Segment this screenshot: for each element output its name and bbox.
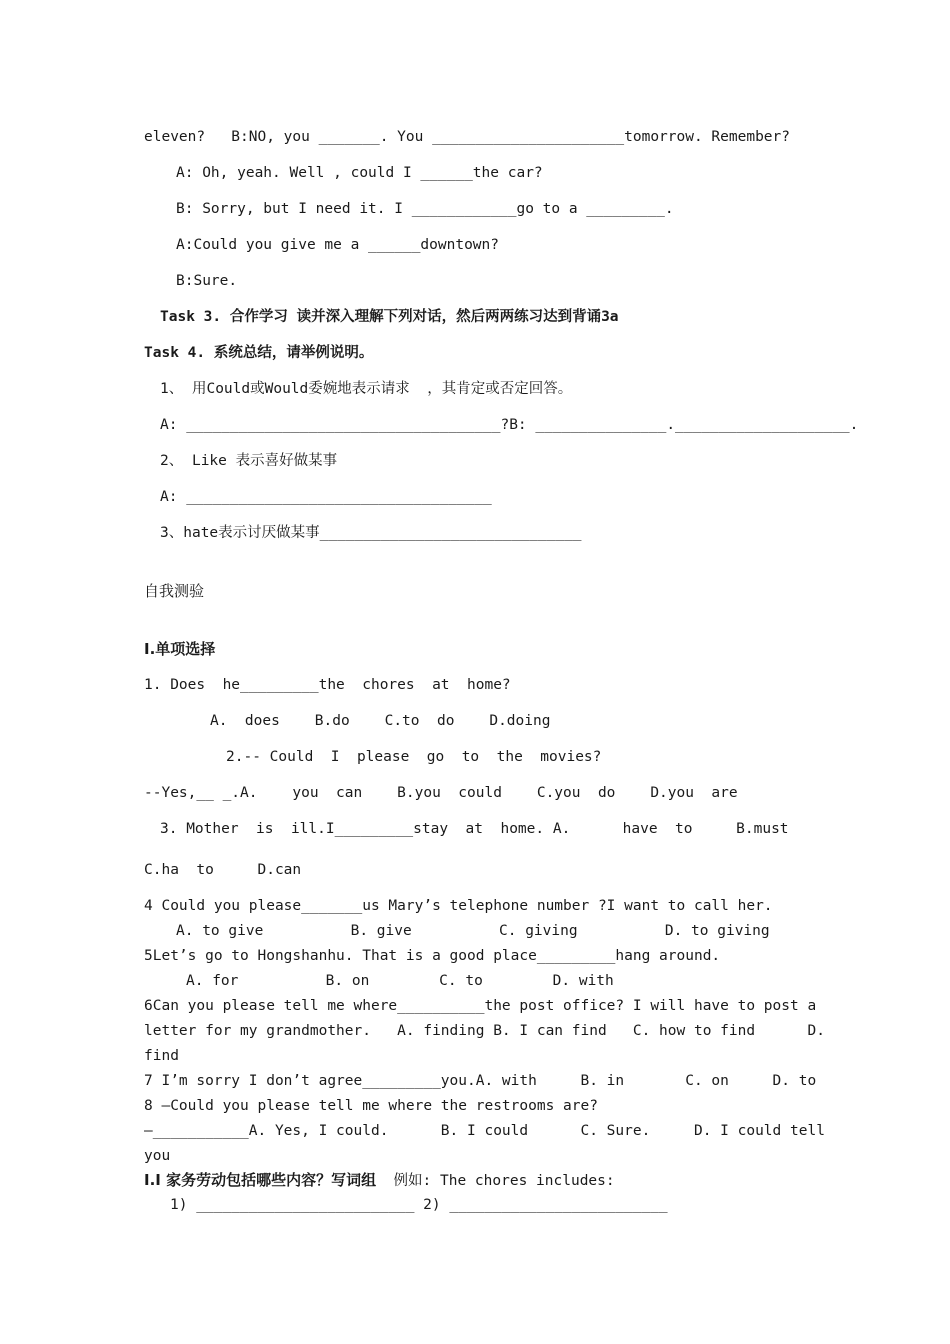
question-6-line-2: letter for my grandmother. A. finding B. I can find C. how to find D.: [144, 1023, 825, 1039]
dialogue-line-2: A: Oh, yeah. Well , could I ______the car?: [176, 165, 543, 181]
task-4-item-2: 2、 Like 表示喜好做某事: [160, 453, 338, 469]
question-8-line-2: —___________A. Yes, I could. B. I could C. Sure. D. I could tell: [144, 1123, 825, 1139]
question-6-line-3: find: [144, 1048, 179, 1064]
question-4: 4 Could you please_______us Mary’s telephone number ?I want to call her.: [144, 898, 773, 914]
section-single-choice: I.单项选择: [144, 640, 216, 658]
section-chores-hint: 例如: The chores includes:: [376, 1173, 615, 1189]
question-4-options: A. to give B. give C. giving D. to giving: [176, 923, 770, 939]
question-3: 3. Mother is ill.I_________stay at home. A. have to B.must: [160, 821, 789, 837]
section-chores-blanks: 1) _________________________ 2) _________________________: [170, 1197, 668, 1213]
question-5: 5Let’s go to Hongshanhu. That is a good place_________hang around.: [144, 948, 721, 964]
self-test-title: 自我测验: [144, 582, 205, 600]
question-2-options: --Yes,__ _.A. you can B.you could C.you do D.you are: [144, 785, 738, 801]
dialogue-line-5: B:Sure.: [176, 273, 238, 289]
task-4-item-1-answer: A: ____________________________________?B: _______________.____________________.: [160, 417, 859, 433]
question-1-options: A. does B.do C.to do D.doing: [210, 713, 551, 729]
question-1: 1. Does he_________the chores at home?: [144, 677, 511, 693]
task-3-heading: Task 3. 合作学习 读并深入理解下列对话，然后两两练习达到背诵3a: [160, 309, 619, 325]
task-4-heading: Task 4. 系统总结，请举例说明。: [144, 345, 374, 361]
question-2: 2.-- Could I please go to the movies?: [226, 749, 602, 765]
dialogue-line-4: A:Could you give me a ______downtown?: [176, 237, 500, 253]
section-chores: [144, 1171, 615, 1190]
question-8-line-1: 8 —Could you please tell me where the restrooms are?: [144, 1098, 598, 1114]
question-8-line-3: you: [144, 1148, 171, 1164]
task-4-item-2-answer: A: ___________________________________: [160, 489, 492, 505]
task-4-item-1: 1、 用Could或Would委婉地表示请求 ，其肯定或否定回答。: [160, 381, 573, 397]
question-6-line-1: 6Can you please tell me where__________the post office? I will have to post a: [144, 998, 817, 1014]
question-3-options: C.ha to D.can: [144, 862, 302, 878]
section-chores-label: I.I 家务劳动包括哪些内容？写词组: [144, 1171, 377, 1189]
task-4-item-3: 3、hate表示讨厌做某事______________________________: [160, 525, 582, 541]
dialogue-line-1: eleven? B:NO, you _______. You ______________________tomorrow. Remember?: [144, 129, 791, 145]
question-5-options: A. for B. on C. to D. with: [186, 973, 614, 989]
question-7: 7 I’m sorry I don’t agree_________you.A. with B. in C. on D. to: [144, 1073, 817, 1089]
dialogue-line-3: B: Sorry, but I need it. I ____________go to a _________.: [176, 201, 674, 217]
